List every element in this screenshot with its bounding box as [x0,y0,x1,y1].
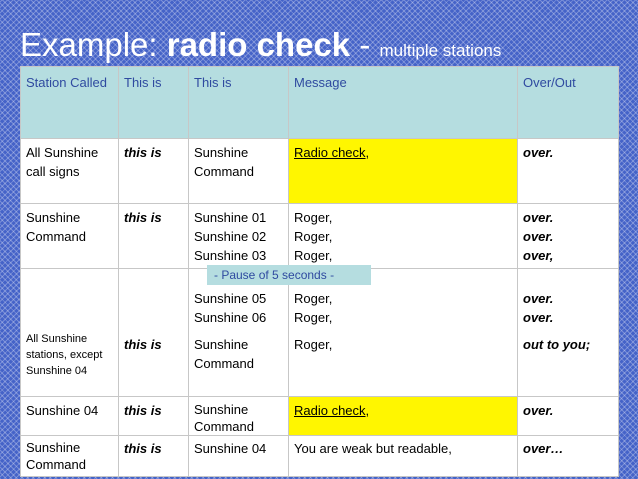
table-row [21,436,619,477]
station-called: Sunshine 04 [26,403,99,418]
message-text: Roger, [294,210,333,225]
title-prefix: Example: [20,26,167,63]
message-text: , [365,403,370,418]
message-text: Roger, [294,337,333,352]
caller: Command [194,419,254,434]
this-is-label: this is [124,441,162,456]
message-link: Radio check [294,403,366,418]
highlighted-message [289,139,518,204]
table-row [21,397,619,436]
caller: Sunshine [194,145,249,160]
over-label: over… [523,441,564,456]
header-message: Message [289,67,518,139]
message-text: Roger, [294,291,333,306]
header-this-is-1: This is [119,67,189,139]
title-sub: multiple stations [379,41,502,60]
station-called: Sunshine [26,210,81,225]
station-called: All Sunshine [26,145,99,160]
over-label: over, [523,248,554,263]
caller: Sunshine 04 [194,441,267,456]
station-called: Command [26,229,86,244]
station-called: Command [26,457,86,472]
caller: Command [194,356,254,371]
caller: Sunshine 02 [194,229,267,244]
title-dash: - [350,26,380,63]
this-is-label: this is [124,337,162,352]
over-label: over. [523,210,554,225]
slide-title [20,26,501,71]
message-text: , [365,145,370,160]
station-called: stations, except [26,349,103,361]
table-row [21,139,619,204]
caller: Sunshine [194,402,249,417]
table-row [21,269,619,397]
message-text: Roger, [294,310,333,325]
over-label: over. [523,229,554,244]
title-main: radio check [166,26,351,63]
header-this-is-2: This is [189,67,289,139]
station-called: Sunshine [26,440,81,455]
header-over-out: Over/Out [518,67,619,139]
over-label: over. [523,310,554,325]
this-is-label: this is [124,145,162,160]
over-label: over. [523,291,554,306]
message-text: Roger, [294,248,333,263]
caller: Sunshine 01 [194,210,267,225]
caller: Sunshine 06 [194,310,267,325]
highlighted-message [289,397,518,436]
message-text: Roger, [294,229,333,244]
station-called: call signs [26,164,80,179]
over-label: out to you; [523,337,591,352]
caller: Sunshine 05 [194,291,267,306]
caller: Sunshine 03 [194,248,267,263]
over-label: over. [523,403,554,418]
message-link: Radio check [294,145,366,160]
station-called: Sunshine 04 [26,365,88,377]
over-label: over. [523,145,554,160]
header-row [21,67,619,139]
caller: Command [194,164,254,179]
caller: Sunshine [194,337,249,352]
pause-note: - Pause of 5 seconds - [207,265,371,285]
header-station-called: Station Called [21,67,119,139]
table-row [21,204,619,269]
station-called: All Sunshine [26,333,88,345]
this-is-label: this is [124,403,162,418]
this-is-label: this is [124,210,162,225]
message-text: You are weak but readable, [294,441,452,456]
